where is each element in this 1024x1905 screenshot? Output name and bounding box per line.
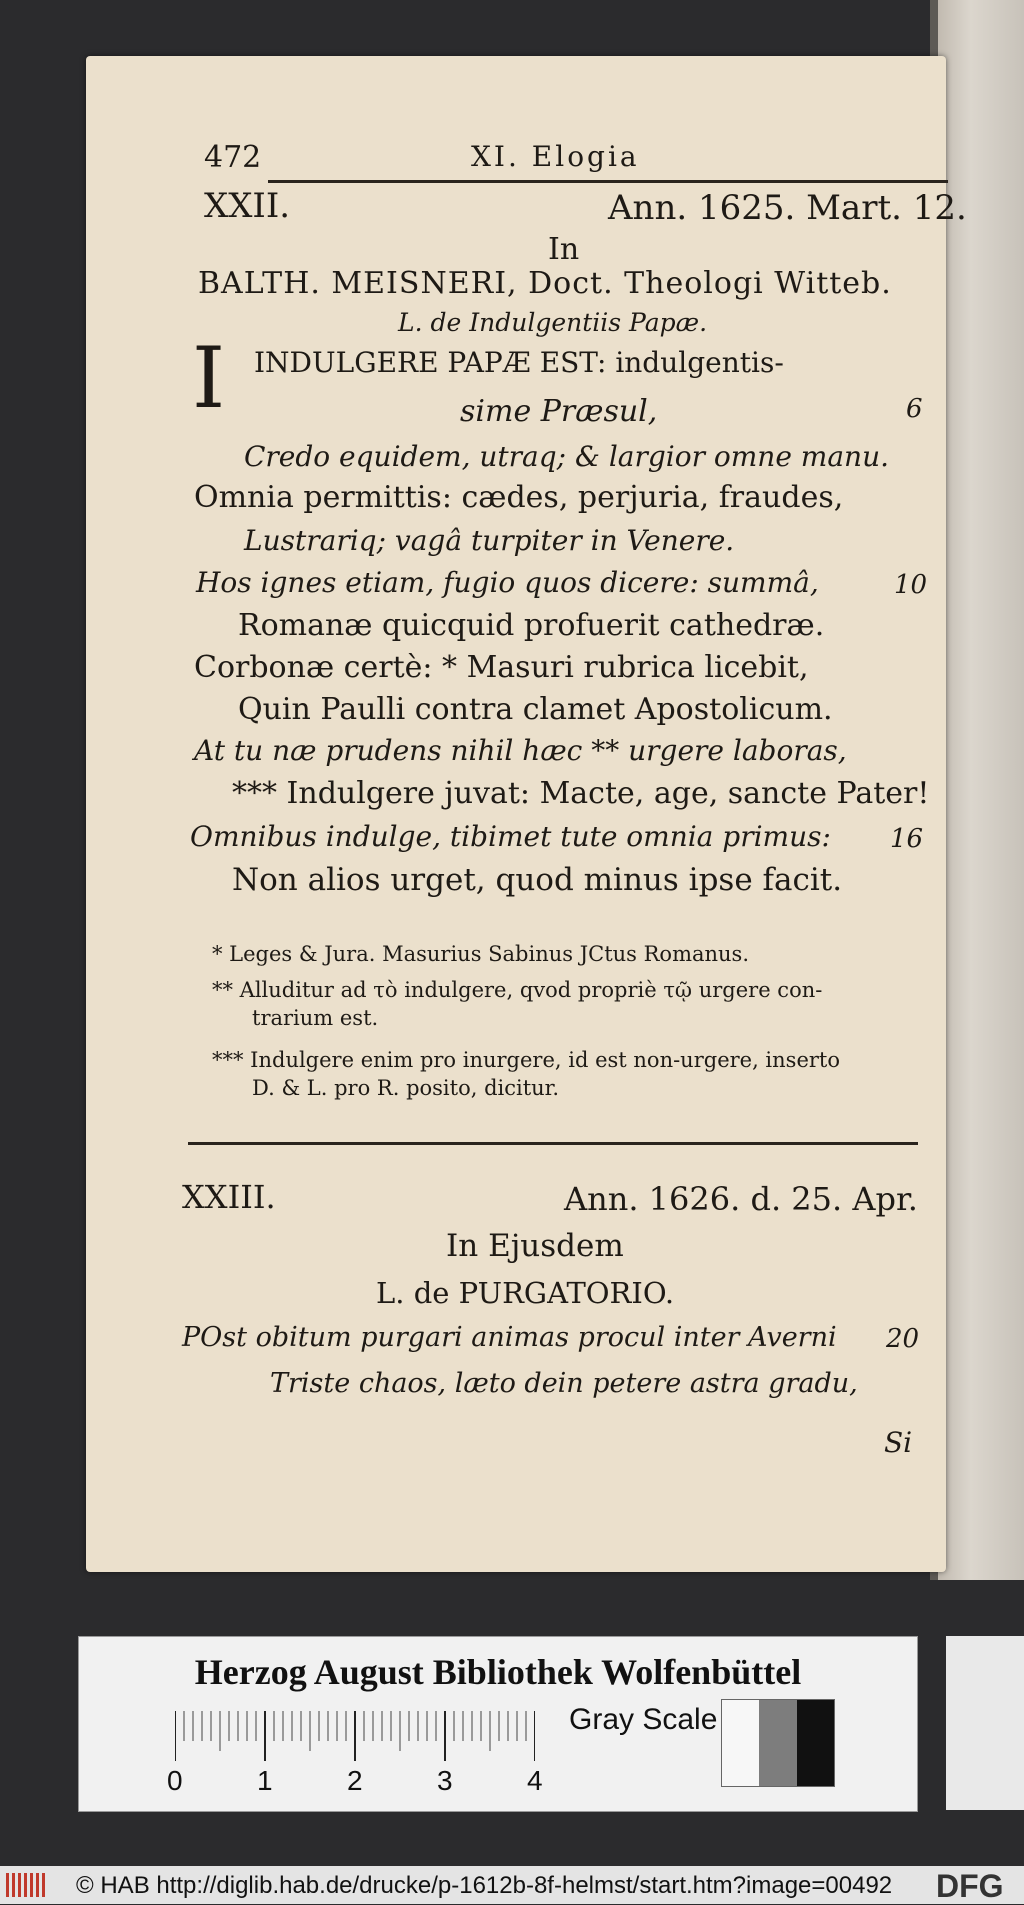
line-number-20: 20 (886, 1324, 920, 1354)
dfg-logo: DFG (936, 1868, 1004, 1904)
dedication-title: BALTH. MEISNERI, Doct. Theologi Witteb. (198, 266, 892, 301)
line-number-10: 10 (894, 570, 928, 600)
hab-logo-icon (6, 1873, 46, 1897)
page-number: 472 (204, 140, 262, 175)
facing-page-edge (935, 0, 1024, 1580)
verse-line-8: Corbonæ certè: * Masuri rubrica licebit, (194, 650, 809, 685)
verse-line-13: Non alios urget, quod minus ipse facit. (232, 862, 843, 898)
verse-23-line-1: POst obitum purgari animas procul inter Averni (182, 1322, 837, 1353)
verse-line-2: sime Præsul, (460, 394, 658, 429)
section-date-23: Ann. 1626. d. 25. Apr. (564, 1180, 918, 1218)
footnote-2: ** Alluditur ad τὸ indulgere, qvod propriè τῷ urgere con- (212, 978, 823, 1002)
section-divider (188, 1142, 918, 1145)
running-title: XI. Elogia (471, 140, 640, 173)
tick-0: 0 (167, 1765, 183, 1796)
copyright-link[interactable]: © HAB http://diglib.hab.de/drucke/p-1612b-8f-helmst/start.htm?image=00492 (76, 1872, 893, 1899)
gray-scale-label: Gray Scale (569, 1703, 718, 1736)
library-name: Herzog August Bibliothek Wolfenbüttel (194, 1652, 802, 1692)
verse-line-3: Credo equidem, utraq; & largior omne manu. (244, 440, 890, 473)
line-number-6: 6 (906, 394, 923, 424)
verse-line-12: Omnibus indulge, tibimet tute omnia primus: (190, 820, 831, 853)
footnote-2-cont: trarium est. (252, 1006, 379, 1030)
verse-23-line-2: Triste chaos, læto dein petere astra gradu, (270, 1368, 858, 1399)
section-date: Ann. 1625. Mart. 12. (608, 188, 967, 228)
header-rule (268, 180, 948, 183)
in-ejusdem-heading: In Ejusdem (446, 1228, 624, 1264)
footer-bar (0, 1866, 1024, 1904)
section-subtitle-23: L. de PURGATORIO. (376, 1276, 675, 1310)
facing-scale-card (946, 1636, 1024, 1810)
tick-2: 2 (347, 1765, 363, 1796)
verse-line-5: Lustrariq; vagâ turpiter in Venere. (244, 524, 735, 557)
section-numeral: XXII. (204, 186, 291, 226)
verse-line-7: Romanæ quicquid profuerit cathedræ. (238, 608, 825, 643)
line-number-16: 16 (890, 824, 924, 854)
tick-1: 1 (257, 1765, 273, 1796)
footnote-3: *** Indulgere enim pro inurgere, id est non-urgere, inserto (212, 1048, 841, 1072)
footnote-1: * Leges & Jura. Masurius Sabinus JCtus Romanus. (212, 942, 750, 966)
verse-line-11: *** Indulgere juvat: Macte, age, sancte Pater! (232, 776, 930, 811)
catchword: Si (884, 1426, 913, 1459)
drop-cap: I (192, 329, 226, 427)
verse-line-6: Hos ignes etiam, fugio quos dicere: summâ, (196, 566, 819, 599)
footnote-3-cont: D. & L. pro R. posito, dicitur. (252, 1076, 560, 1100)
tick-4: 4 (527, 1765, 543, 1796)
tick-3: 3 (437, 1765, 453, 1796)
dedication-subtitle: L. de Indulgentiis Papæ. (398, 308, 708, 337)
scale-bar-card (78, 1636, 918, 1812)
verse-line-4: Omnia permittis: cædes, perjuria, fraudes, (194, 480, 844, 515)
verse-line-9: Quin Paulli contra clamet Apostolicum. (238, 692, 833, 727)
ruler (175, 1701, 535, 1771)
section-numeral-23: XXIII. (182, 1178, 276, 1216)
verse-line-1: INDULGERE PAPÆ EST: indulgentis- (254, 346, 784, 379)
book-page (86, 56, 967, 1572)
in-heading: In (548, 232, 580, 267)
gray-scale-swatches (721, 1699, 835, 1787)
verse-line-10: At tu næ prudens nihil hæc ** urgere laboras, (194, 734, 847, 767)
